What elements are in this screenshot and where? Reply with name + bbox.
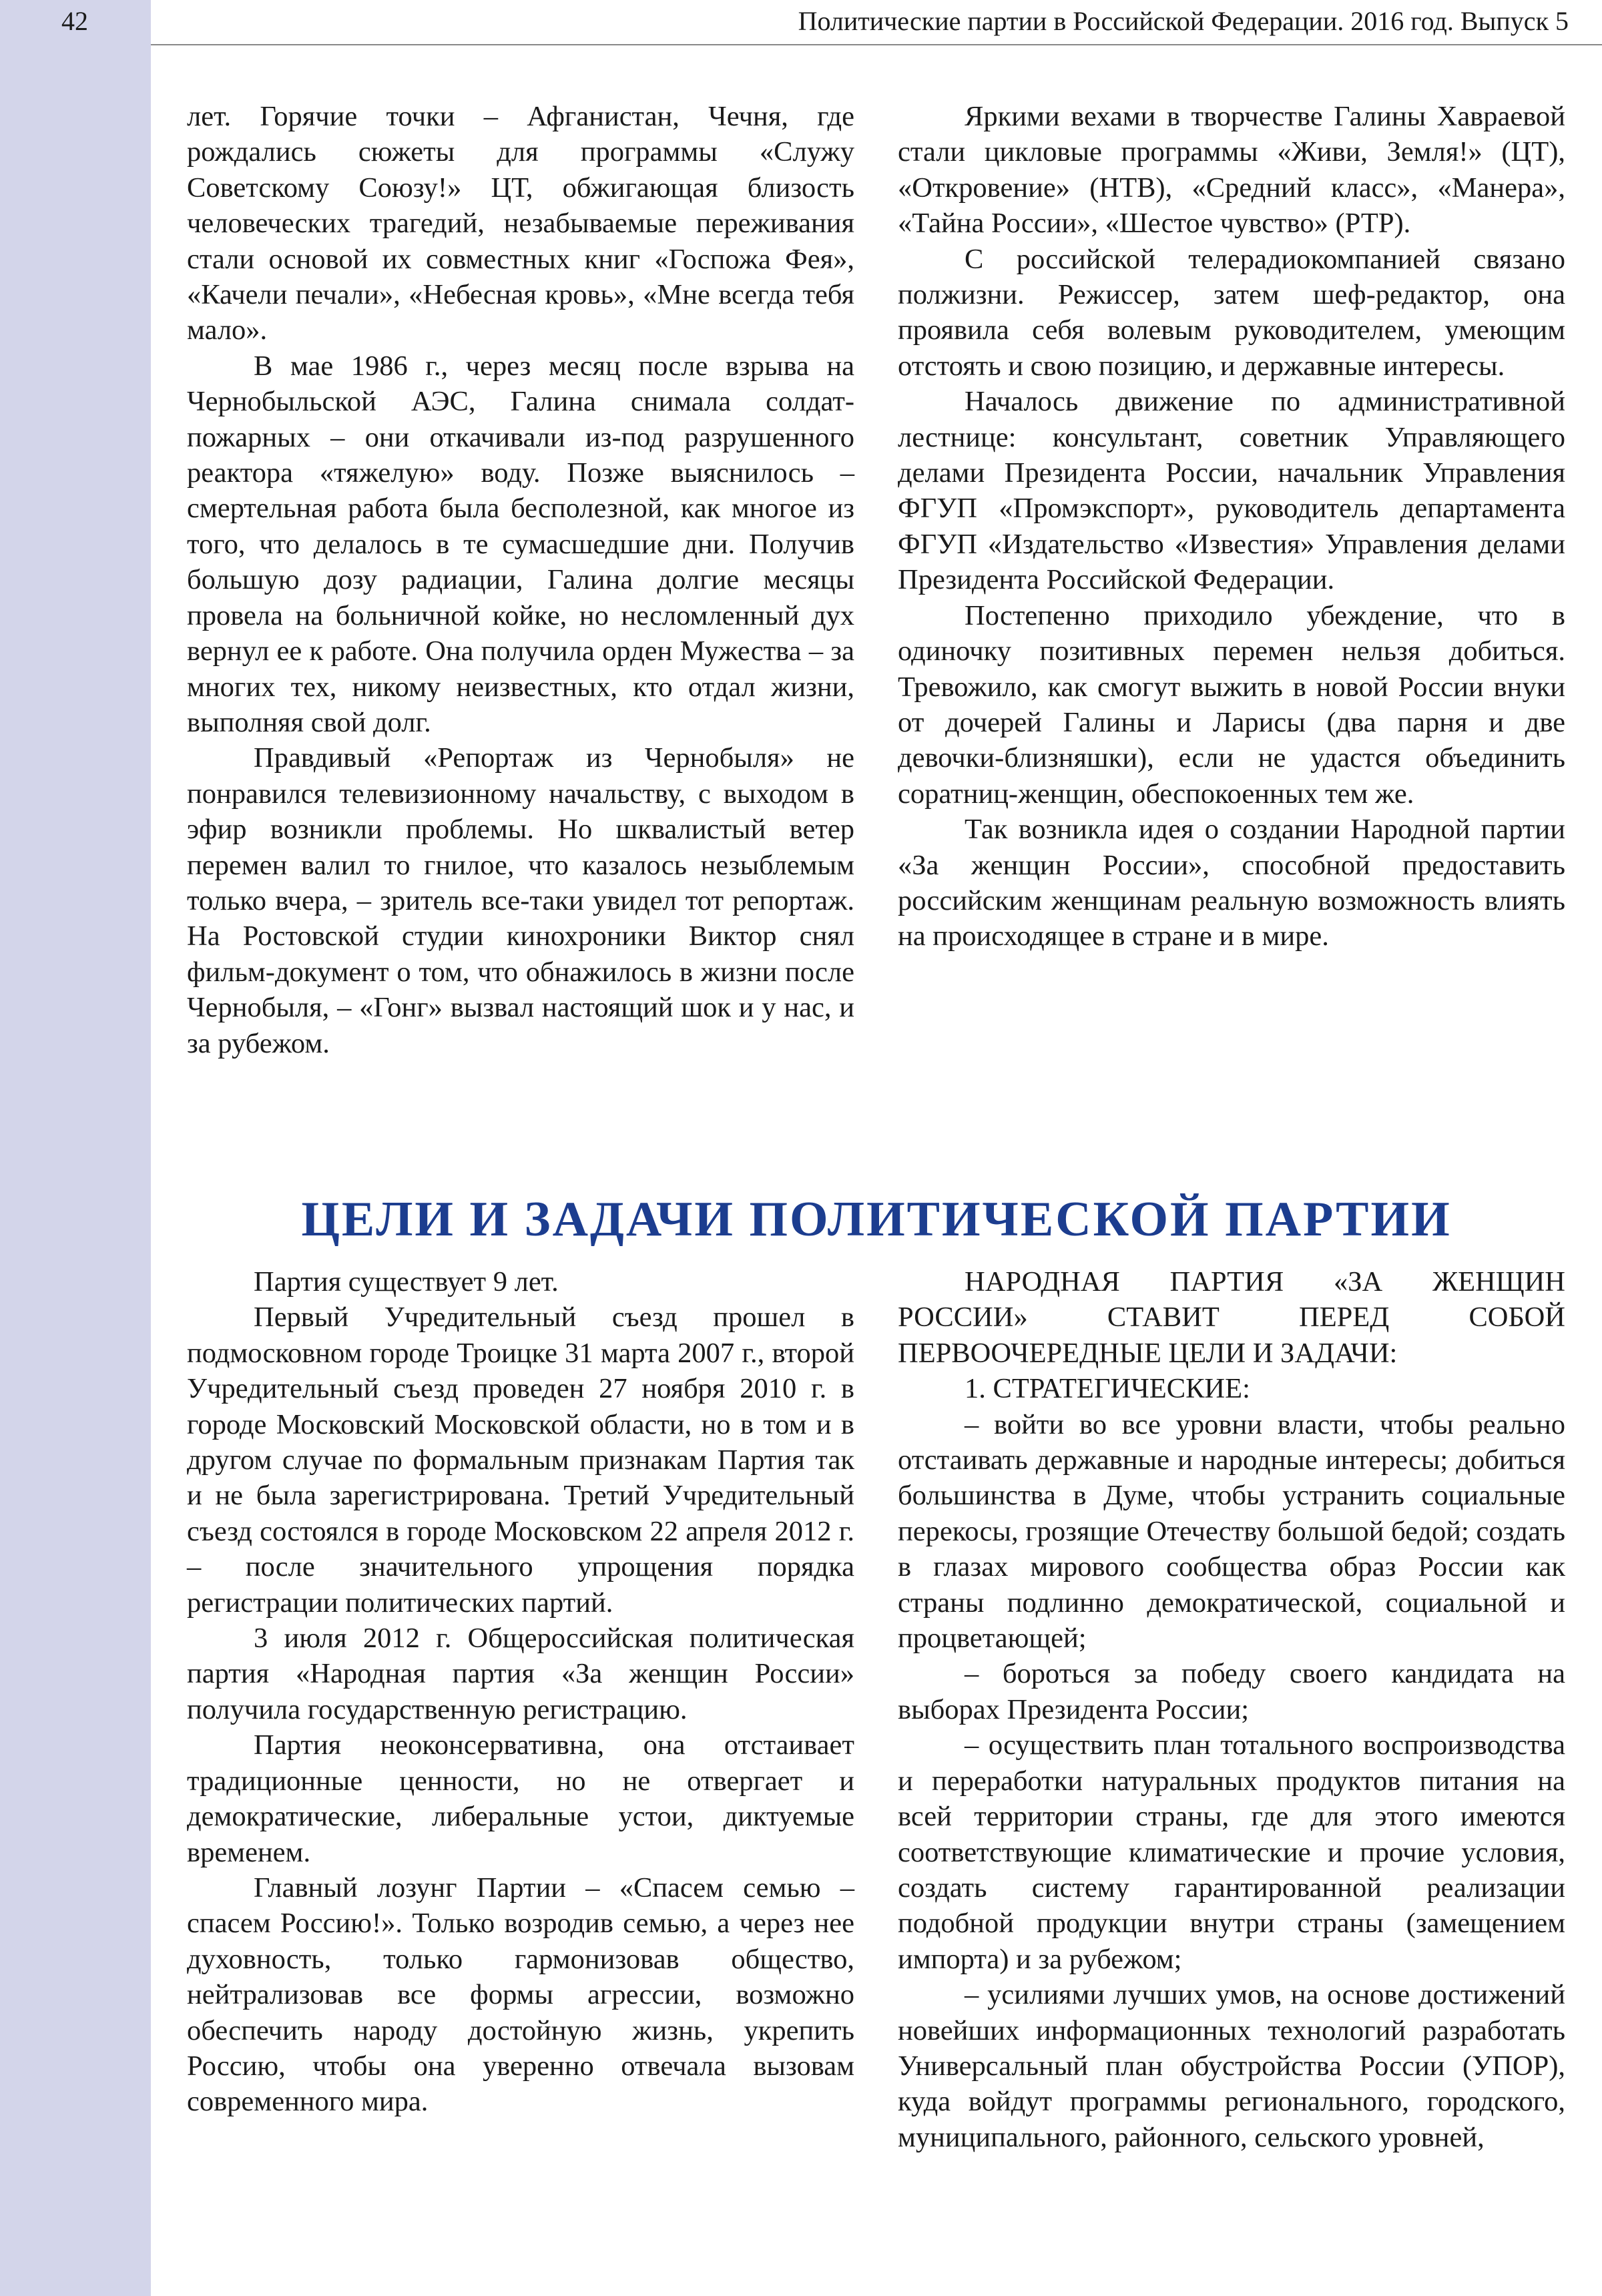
page-number: 42 (61, 6, 88, 36)
paragraph: НАРОДНАЯ ПАРТИЯ «ЗА ЖЕНЩИН РОССИИ» СТАВИТ ПЕРЕД СОБОЙ ПЕРВООЧЕРЕДНЫЕ ЦЕЛИ И ЗАДАЧИ: (898, 1266, 1565, 1369)
header-rule (151, 44, 1602, 45)
article-column-top-right (898, 99, 1565, 954)
paragraph: В мае 1986 г., через месяц после взрыва на Чернобыльской АЭС, Галина снимала солдат-пожарных – они откачивали из-под разрушенного реактора «тяжелую» воду. Позже выяснилось – смертельная работа была бесполезной, как многое из того, что делалось в те сумасшедшие дни. Получив большую дозу радиации, Галина долгие месяцы провела на больничной койке, но несломленный дух вернул ее к работе. Она получила орден Мужества – за многих тех, никому неизвестных, кто отдал жизни, выполняя свой долг. (187, 350, 854, 738)
paragraph: Постепенно приходило убеждение, что в одиночку позитивных перемен нельзя добиться. Тревожило, как смогут выжить в новой России внуки от дочерей Галины и Ларисы (два парня и две девочки-близняшки), если не удастся объединить соратниц-женщин, обеспокоенных тем же. (898, 599, 1565, 810)
paragraph: – усилиями лучших умов, на основе достижений новейших информационных технологий разработать Универсальный план обустройства России (УПОР), куда войдут программы регионального, городского, муниципального, районного, сельского уровней, (898, 1979, 1565, 2153)
paragraph: Яркими вехами в творчестве Галины Хавраевой стали цикловые программы «Живи, Земля!» (ЦТ), «Откровение» (НТВ), «Средний класс», «Манера», «Тайна России», «Шестое чувство» (РТР). (898, 101, 1565, 240)
section-title: ЦЕЛИ И ЗАДАЧИ ПОЛИТИЧЕСКОЙ ПАРТИИ (301, 1192, 1452, 1247)
paragraph: Партия неоконсервативна, она отстаивает традиционные ценности, но не отвергает и демократические, либеральные устои, диктуемые временем. (187, 1729, 854, 1868)
paragraph: С российской телерадиокомпанией связано полжизни. Режиссер, затем шеф-редактор, она проявила себя волевым руководителем, умеющим отстоять и свою позицию, и державные интересы. (898, 243, 1565, 382)
paragraph: лет. Горячие точки – Афганистан, Чечня, где рождались сюжеты для программы «Служу Советскому Союзу!» ЦТ, обжигающая близость человеческих трагедий, незабываемые переживания стали основой их совместных книг «Госпожа Фея», «Качели печали», «Небесная кровь», «Мне всегда тебя мало». (187, 101, 854, 346)
paragraph: 3 июля 2012 г. Общероссийская политическая партия «Народная партия «За женщин России» получила государственную регистрацию. (187, 1623, 854, 1725)
paragraph: Партия существует 9 лет. (254, 1266, 559, 1298)
paragraph: – войти во все уровни власти, чтобы реально отстаивать державные и народные интересы; добиться большинства в Думе, чтобы устранить социальные перекосы, грозящие Отечеству большой бедой; создать в глазах мирового сообщества образ России как страны подлинно демократической, социальной и процветающей; (898, 1408, 1565, 1655)
paragraph: 1. СТРАТЕГИЧЕСКИЕ: (965, 1373, 1250, 1405)
article-column-bottom-right (898, 1264, 1565, 2155)
paragraph: – бороться за победу своего кандидата на выборах Президента России; (898, 1658, 1565, 1725)
paragraph: – осуществить план тотального воспроизводства и переработки натуральных продуктов питания на всей территории страны, где для этого имеются соответствующие климатические и прочие условия, создать систему гарантированной реализации подобной продукции внутри страны (замещением импорта) и за рубежом; (898, 1729, 1565, 1975)
paragraph: Началось движение по административной лестнице: консультант, советник Управляющего делами Президента России, начальник Управления ФГУП «Промэкспорт», руководитель департамента ФГУП «Издательство «Известия» Управления делами Президента Российской Федерации. (898, 386, 1565, 596)
paragraph: Главный лозунг Партии – «Спасем семью – спасем Россию!». Только возродив семью, а через нее духовность, только гармонизовав общество, нейтрализовав все формы агрессии, возможно обеспечить народу достойную жизнь, укрепить Россию, чтобы она уверенно отвечала вызовам современного мира. (187, 1872, 854, 2118)
running-header: Политические партии в Российской Федерации. 2016 год. Выпуск 5 (798, 6, 1569, 36)
article-column-top-left (187, 99, 854, 1061)
paragraph: Так возникла идея о создании Народной партии «За женщин России», способной предоставить российским женщинам реальную возможность влиять на происходящее в стране и в мире. (898, 814, 1565, 952)
paragraph: Правдивый «Репортаж из Чернобыля» не понравился телевизионному начальству, с выходом в эфир возникли проблемы. Но шквалистый ветер перемен валил то гнилое, что казалось незыблемым только вчера, – зритель все-таки увидел тот репортаж. На Ростовской студии кинохроники Виктор снял фильм-документ о том, что обнажилось в жизни после Чернобыля, – «Гонг» вызвал настоящий шок и у нас, и за рубежом. (187, 742, 854, 1059)
article-column-bottom-left (187, 1264, 854, 2120)
page-sidebar-band (0, 0, 151, 2296)
paragraph: Первый Учредительный съезд прошел в подмосковном городе Троицке 31 марта 2007 г., второй Учредительный съезд проведен 27 ноября 2010 г. в городе Московский Московской области, но в том и в другом случае по формальным признакам Партия так и не была зарегистрирована. Третий Учредительный съезд состоялся в городе Московском 22 апреля 2012 г. – после значительного упрощения порядка регистрации политических партий. (187, 1302, 854, 1619)
